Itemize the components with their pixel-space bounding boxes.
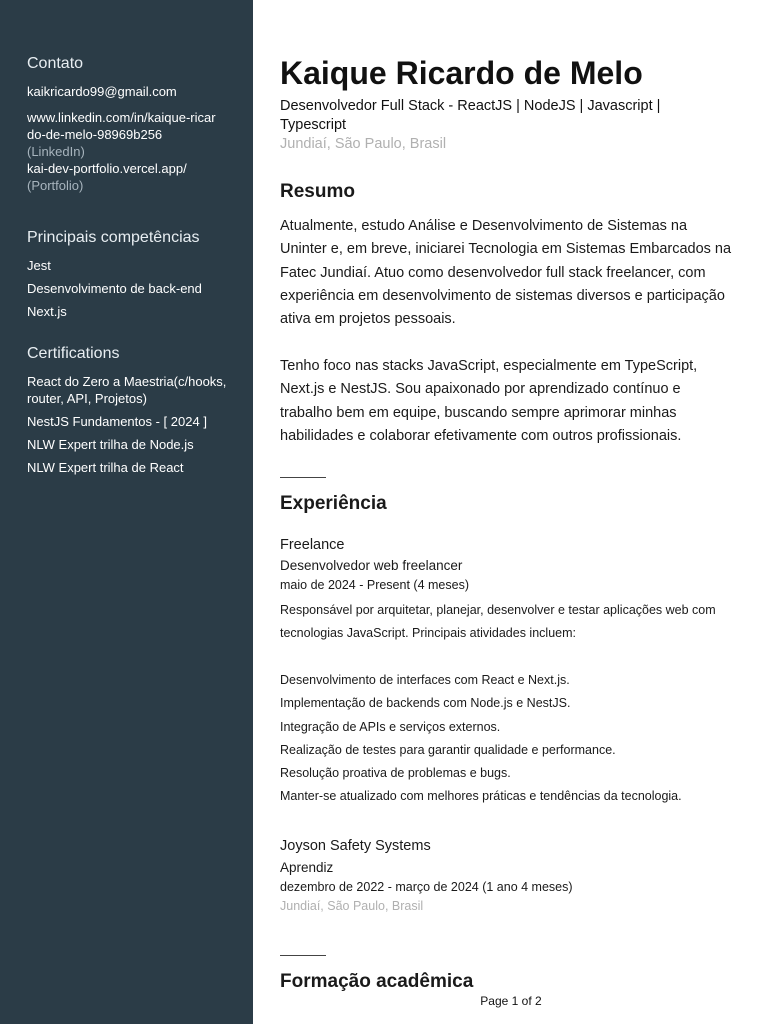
list-item: Realização de testes para garantir qualidade e performance. <box>280 742 616 757</box>
page-number: Page 1 of 2 <box>480 994 542 1008</box>
job-period: dezembro de 2022 - março de 2024 (1 ano 4 meses) <box>280 880 573 894</box>
linkedin-link[interactable]: www.linkedin.com/in/kaique-ricardo-de-melo-98969b256 <box>27 110 216 142</box>
certification-item: React do Zero a Maestria(c/hooks, router, API, Projetos) <box>27 374 227 406</box>
contact-email[interactable]: kaikricardo99@gmail.com <box>27 84 177 99</box>
skills-heading: Principais competências <box>27 229 200 246</box>
headline: Desenvolvedor Full Stack - ReactJS | NodeJS | Javascript | Typescript <box>280 98 661 133</box>
certifications-section <box>27 344 242 482</box>
skill-item: Desenvolvimento de back-end <box>27 281 202 296</box>
education-title: Formação acadêmica <box>280 971 474 992</box>
summary-paragraph-2: Tenho foco nas stacks JavaScript, especialmente em TypeScript, Next.js e NestJS. Sou apaixonado por aprendizado contínuo e trabalho bem em equipe, buscando sempre aprimorar minhas habilidades e colaborar efetivamente com outros profissionais. <box>280 358 698 444</box>
skill-item: Next.js <box>27 304 67 319</box>
list-item: Implementação de backends com Node.js e NestJS. <box>280 696 571 711</box>
contact-section <box>27 54 242 194</box>
list-item: Resolução proativa de problemas e bugs. <box>280 766 511 781</box>
person-name: Kaique Ricardo de Melo <box>280 55 643 91</box>
list-item: Desenvolvimento de interfaces com React e Next.js. <box>280 673 570 687</box>
skills-section <box>27 228 242 326</box>
divider <box>280 955 326 956</box>
job-role: Aprendiz <box>280 860 334 875</box>
certification-item: NLW Expert trilha de React <box>27 460 184 475</box>
job-company: Freelance <box>280 537 345 553</box>
skill-item: Jest <box>27 258 51 273</box>
page-footer <box>0 994 768 1009</box>
list-item: Integração de APIs e serviços externos. <box>280 719 501 734</box>
sidebar <box>0 0 253 1024</box>
portfolio-label: (Portfolio) <box>27 178 84 193</box>
certifications-heading: Certifications <box>27 345 120 362</box>
divider <box>280 477 326 478</box>
linkedin-label: (LinkedIn) <box>27 144 85 159</box>
job-location: Jundiaí, São Paulo, Brasil <box>280 899 424 913</box>
summary-paragraph-1: Atualmente, estudo Análise e Desenvolvimento de Sistemas na Uninter e, em breve, iniciarei Tecnologia em Sistemas Embarcados na Fatec Jundiaí. Atuo como desenvolvedor full stack freelancer, com experiência em desenvolvimento de sistemas diversos e participação ativa em projetos pessoais. <box>280 218 732 328</box>
job-period: maio de 2024 - Present (4 meses) <box>280 578 469 592</box>
job-activities-list <box>280 669 740 809</box>
experience-title: Experiência <box>280 493 387 514</box>
summary-title: Resumo <box>280 181 355 202</box>
location: Jundiaí, São Paulo, Brasil <box>280 136 447 152</box>
certification-item: NLW Expert trilha de Node.js <box>27 437 194 452</box>
portfolio-link[interactable]: kai-dev-portfolio.vercel.app/ <box>27 161 187 176</box>
certification-item: NestJS Fundamentos - [ 2024 ] <box>27 414 207 429</box>
job-role: Desenvolvedor web freelancer <box>280 558 463 573</box>
list-item: Manter-se atualizado com melhores práticas e tendências da tecnologia. <box>280 789 682 804</box>
contact-heading: Contato <box>27 55 84 72</box>
job-company: Joyson Safety Systems <box>280 838 431 854</box>
headline-block <box>280 97 720 154</box>
job-description: Responsável por arquitetar, planejar, desenvolver e testar aplicações web com tecnologias JavaScript. Principais atividades incluem: <box>280 603 716 641</box>
